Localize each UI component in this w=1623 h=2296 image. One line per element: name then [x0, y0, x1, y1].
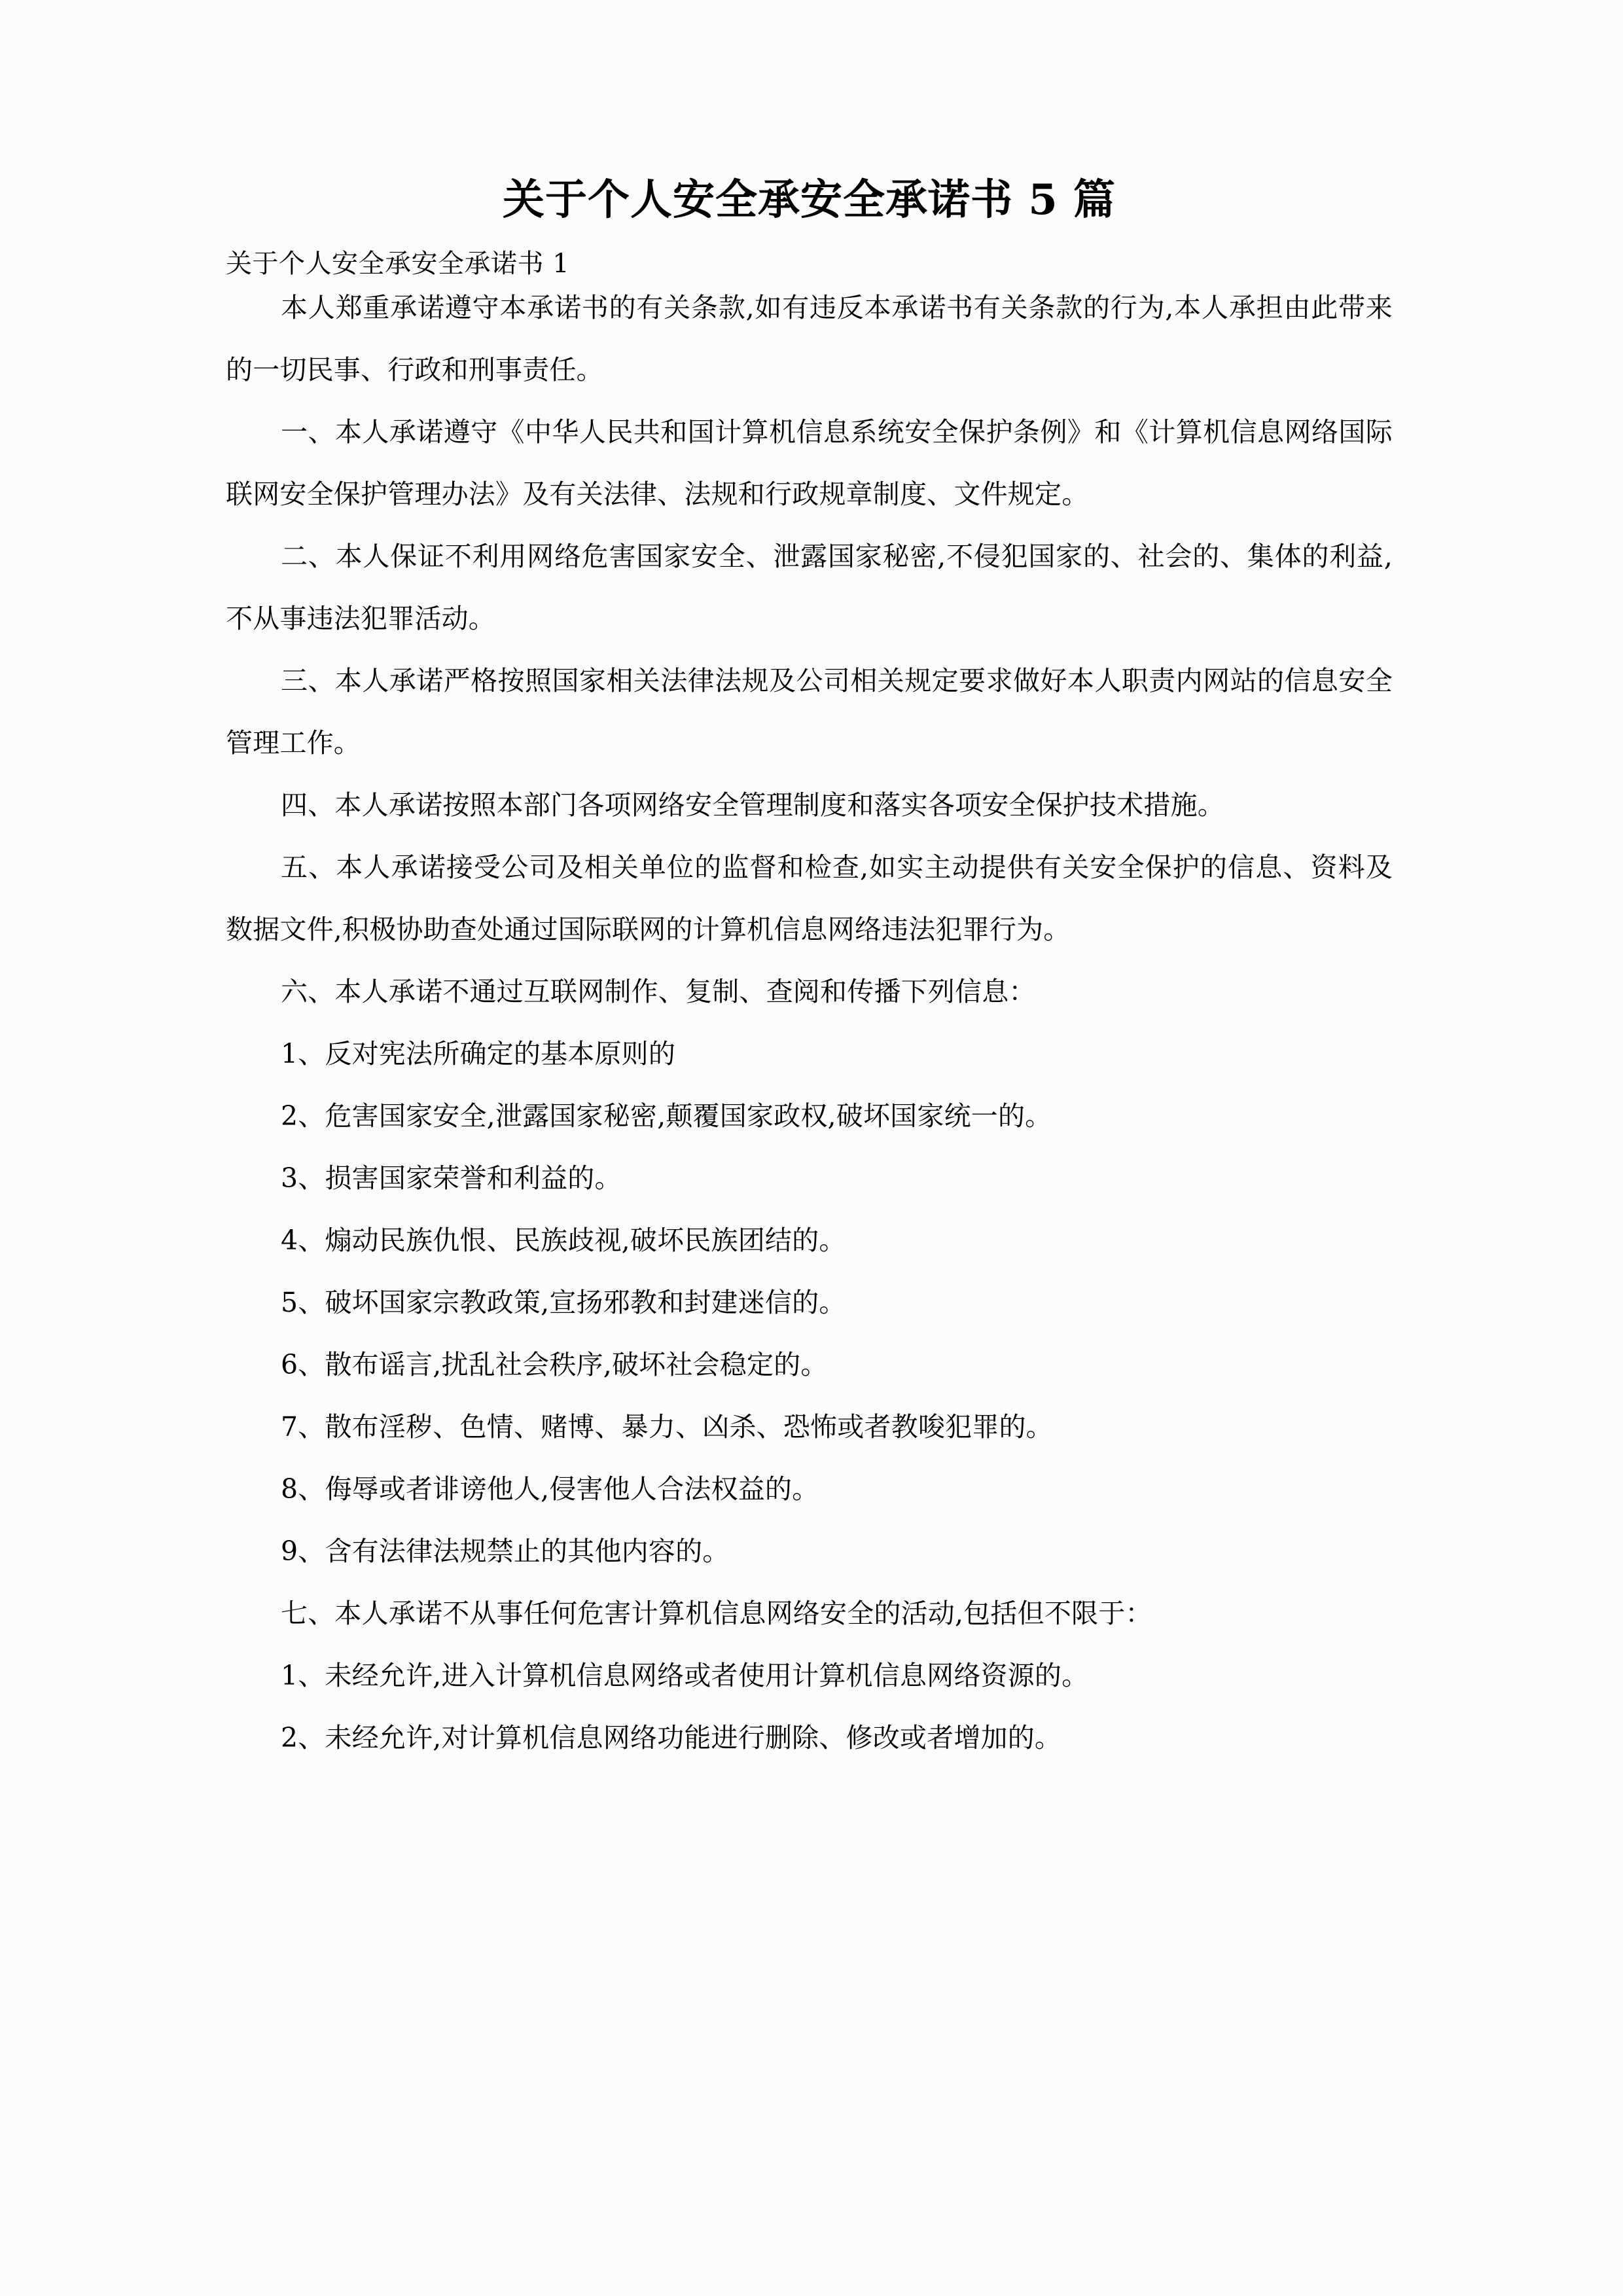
paragraph-clause-five: 五、本人承诺接受公司及相关单位的监督和检查,如实主动提供有关安全保护的信息、资料及数据文件,积极协助查处通过国际联网的计算机信息网络违法犯罪行为。 — [226, 852, 1393, 946]
paragraph-clause-four: 四、本人承诺按照本部门各项网络安全管理制度和落实各项安全保护技术措施。 — [281, 789, 1224, 821]
paragraph-clause-one: 一、本人承诺遵守《中华人民共和国计算机信息系统安全保护条例》和《计算机信息网络国际联网安全保护管理办法》及有关法律、法规和行政规章制度、文件规定。 — [226, 416, 1393, 511]
list-item: 1、未经允许,进入计算机信息网络或者使用计算机信息网络资源的。 — [281, 1660, 1089, 1692]
paragraph-intro: 本人郑重承诺遵守本承诺书的有关条款,如有违反本承诺书有关条款的行为,本人承担由此带来的一切民事、行政和刑事责任。 — [226, 292, 1393, 386]
paragraph-clause-six: 六、本人承诺不通过互联网制作、复制、查阅和传播下列信息： — [281, 976, 1036, 1008]
list-item: 3、损害国家荣誉和利益的。 — [281, 1162, 622, 1194]
list-item: 2、未经允许,对计算机信息网络功能进行删除、修改或者增加的。 — [281, 1722, 1062, 1754]
list-item: 1、反对宪法所确定的基本原则的 — [281, 1038, 676, 1070]
document-content — [226, 0, 1393, 1769]
list-item: 5、破坏国家宗教政策,宣扬邪教和封建迷信的。 — [281, 1287, 846, 1319]
paragraph-clause-two: 二、本人保证不利用网络危害国家安全、泄露国家秘密,不侵犯国家的、社会的、集体的利益,不从事违法犯罪活动。 — [226, 541, 1393, 635]
document-subtitle: 关于个人安全承安全承诺书 1 — [226, 249, 570, 279]
page-title: 关于个人安全承安全承诺书 5 篇 — [502, 175, 1116, 224]
list-item: 6、散布谣言,扰乱社会秩序,破坏社会稳定的。 — [281, 1349, 828, 1381]
list-item: 8、侮辱或者诽谤他人,侵害他人合法权益的。 — [281, 1473, 819, 1505]
list-item: 9、含有法律法规禁止的其他内容的。 — [281, 1535, 730, 1568]
paragraph-clause-three: 三、本人承诺严格按照国家相关法律法规及公司相关规定要求做好本人职责内网站的信息安全管理工作。 — [226, 665, 1393, 759]
list-item: 7、散布淫秽、色情、赌博、暴力、凶杀、恐怖或者教唆犯罪的。 — [281, 1411, 1053, 1443]
list-item: 2、危害国家安全,泄露国家秘密,颠覆国家政权,破坏国家统一的。 — [281, 1100, 1052, 1132]
list-item: 4、煽动民族仇恨、民族歧视,破坏民族团结的。 — [281, 1225, 846, 1257]
paragraph-clause-seven: 七、本人承诺不从事任何危害计算机信息网络安全的活动,包括但不限于： — [281, 1598, 1152, 1630]
